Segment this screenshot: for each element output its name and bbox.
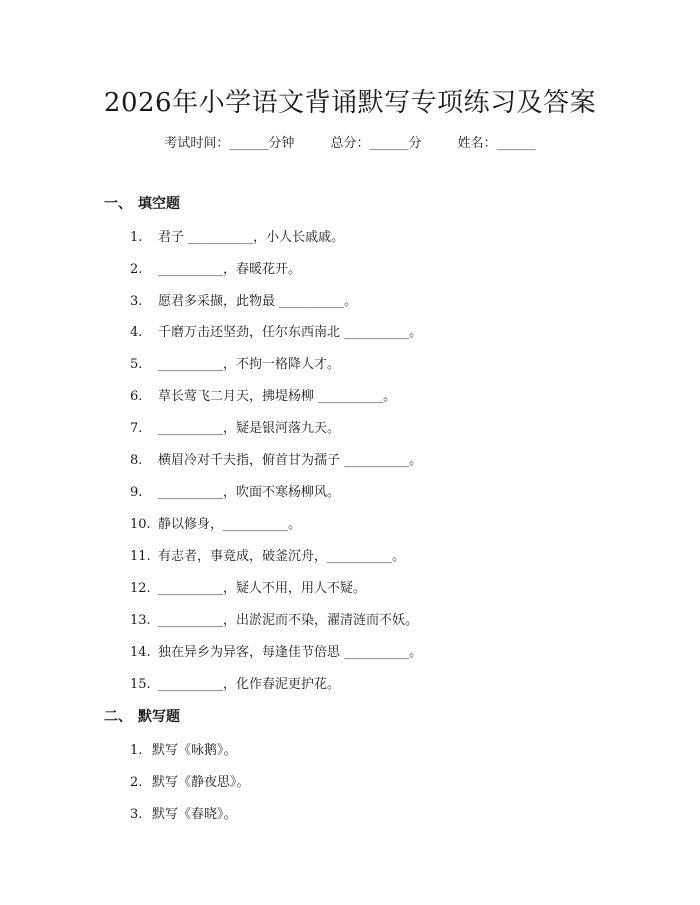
item-number: 1. bbox=[130, 743, 143, 758]
item-number: 2. bbox=[130, 775, 143, 790]
page-title: 2026年小学语文背诵默写专项练习及答案 bbox=[103, 88, 597, 118]
item-text: 默写《静夜思》。 bbox=[152, 775, 250, 790]
list-item bbox=[130, 803, 237, 822]
item-text: 有志者，事竟成，破釜沉舟，__________。 bbox=[158, 549, 406, 564]
list-item bbox=[130, 739, 237, 758]
item-number: 11. bbox=[130, 549, 151, 564]
list-item bbox=[130, 321, 422, 340]
item-number: 10. bbox=[130, 517, 151, 532]
section-heading-dictation bbox=[104, 706, 180, 726]
list-item bbox=[130, 673, 340, 692]
list-item bbox=[130, 290, 357, 309]
item-number: 7. bbox=[130, 421, 143, 436]
list-item bbox=[130, 609, 418, 628]
item-text: __________，疑人不用，用人不疑。 bbox=[158, 581, 367, 596]
section-heading-fill-in bbox=[104, 193, 180, 213]
item-number: 14. bbox=[130, 645, 151, 660]
list-item bbox=[130, 226, 344, 245]
item-text: __________，疑是银河落九天。 bbox=[158, 421, 341, 436]
item-text: 千磨万击还坚劲，任尔东西南北 __________。 bbox=[158, 325, 423, 340]
item-number: 4. bbox=[130, 325, 143, 340]
item-text: __________，不拘一格降人才。 bbox=[158, 357, 341, 372]
item-number: 6. bbox=[130, 389, 143, 404]
exam-time: 考试时间：______分钟 bbox=[164, 136, 295, 151]
list-item bbox=[130, 385, 396, 404]
item-text: 君子 __________，小人长戚戚。 bbox=[158, 230, 345, 245]
exam-info bbox=[0, 132, 700, 151]
item-text: 默写《春晓》。 bbox=[152, 807, 237, 822]
item-text: __________，化作春泥更护花。 bbox=[158, 677, 341, 692]
item-text: 横眉冷对千夫指，俯首甘为孺子 __________。 bbox=[158, 453, 423, 468]
total-score: 总分：______分 bbox=[330, 136, 422, 151]
item-number: 12. bbox=[130, 581, 151, 596]
item-number: 8. bbox=[130, 453, 143, 468]
list-item bbox=[130, 258, 301, 277]
list-item bbox=[130, 417, 340, 436]
list-item bbox=[130, 449, 422, 468]
section-title: 默写题 bbox=[138, 709, 180, 725]
list-item bbox=[130, 771, 250, 790]
item-text: 静以修身，__________。 bbox=[158, 517, 302, 532]
item-number: 9. bbox=[130, 485, 143, 500]
item-text: 草长莺飞二月天，拂堤杨柳 __________。 bbox=[158, 389, 397, 404]
section-title: 填空题 bbox=[138, 196, 180, 212]
item-text: 愿君多采撷，此物最 __________。 bbox=[158, 294, 358, 309]
list-item bbox=[130, 513, 301, 532]
item-text: 独在异乡为异客，每逢佳节倍思 __________。 bbox=[158, 645, 423, 660]
list-item bbox=[130, 641, 422, 660]
item-number: 2. bbox=[130, 262, 143, 277]
list-item bbox=[130, 481, 340, 500]
section-number: 一、 bbox=[104, 196, 132, 212]
item-number: 15. bbox=[130, 677, 151, 692]
item-number: 3. bbox=[130, 294, 143, 309]
item-number: 5. bbox=[130, 357, 143, 372]
item-number: 1. bbox=[130, 230, 143, 245]
list-item bbox=[130, 577, 366, 596]
item-number: 13. bbox=[130, 613, 151, 628]
list-item bbox=[130, 545, 405, 564]
item-text: __________，出淤泥而不染，濯清涟而不妖。 bbox=[158, 613, 419, 628]
list-item bbox=[130, 353, 340, 372]
item-text: __________，春暖花开。 bbox=[158, 262, 302, 277]
section-number: 二、 bbox=[104, 709, 132, 725]
item-number: 3. bbox=[130, 807, 143, 822]
student-name: 姓名：______ bbox=[457, 136, 536, 151]
item-text: __________，吹面不寒杨柳风。 bbox=[158, 485, 341, 500]
item-text: 默写《咏鹅》。 bbox=[152, 743, 237, 758]
